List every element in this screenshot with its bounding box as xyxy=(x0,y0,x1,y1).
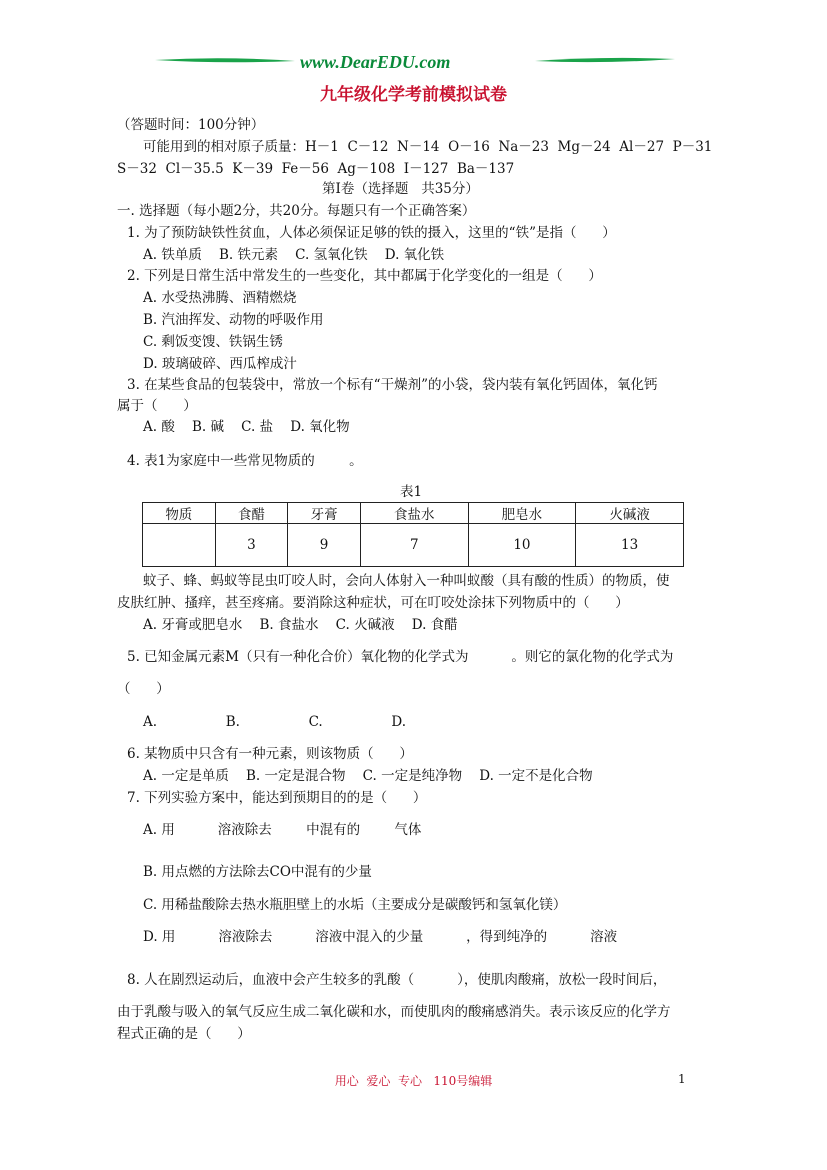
question-4-stem: 4. 表1为家庭中一些常见物质的 。 xyxy=(127,453,363,469)
table-cell xyxy=(143,524,216,567)
question-1-stem: 1. 为了预防缺铁性贫血，人体必须保证足够的铁的摄入，这里的“铁”是指（ ） xyxy=(127,225,616,241)
question-1-options: A. 铁单质 B. 铁元素 C. 氢氧化铁 D. 氧化铁 xyxy=(143,247,445,263)
exam-time: （答题时间：100分钟） xyxy=(117,117,265,133)
question-2-option-b: B. 汽油挥发、动物的呼吸作用 xyxy=(143,312,324,328)
question-8-line-1: 8. 人在剧烈运动后，血液中会产生较多的乳酸（ ），使肌肉酸痛，放松一段时间后， xyxy=(127,972,667,988)
question-4-text-line-1: 蚊子、蜂、蚂蚁等昆虫叮咬人时，会向人体射入一种叫蚁酸（具有酸的性质）的物质，使 xyxy=(143,573,670,589)
page-title: 九年级化学考前模拟试卷 xyxy=(320,85,507,105)
question-3-stem-line-1: 3. 在某些食品的包装袋中，常放一个标有“干燥剂”的小袋，袋内装有氧化钙固体，氧化钙 xyxy=(127,377,658,393)
page-number: 1 xyxy=(678,1072,686,1086)
table-header-cell: 食醋 xyxy=(215,503,288,524)
atomic-mass-line-2: S－32 Cl－35.5 K－39 Fe－56 Ag－108 I－127 Ba－137 xyxy=(117,161,515,177)
site-logo-text: www.DearEDU.com xyxy=(300,52,451,72)
question-7-option-c: C. 用稀盐酸除去热水瓶胆壁上的水垢（主要成分是碳酸钙和氢氧化镁） xyxy=(143,897,567,913)
table-row xyxy=(143,524,684,567)
ph-table xyxy=(142,502,684,567)
question-2-stem: 2. 下列是日常生活中常发生的一些变化，其中都属于化学变化的一组是（ ） xyxy=(127,268,602,284)
table-header-cell: 牙膏 xyxy=(288,503,361,524)
table-header-row xyxy=(143,503,684,524)
question-3-stem-line-2: 属于（ ） xyxy=(117,398,197,414)
table-cell: 13 xyxy=(576,524,684,567)
question-4-text-line-2: 皮肤红肿、搔痒，甚至疼痛。要消除这种症状，可在叮咬处涂抹下列物质中的（ ） xyxy=(117,595,629,611)
question-5-options: A. B. C. D. xyxy=(143,714,407,730)
question-8-line-2: 由于乳酸与吸入的氧气反应生成二氧化碳和水，而使肌肉的酸痛感消失。表示该反应的化学方 xyxy=(117,1004,671,1020)
question-8-line-3: 程式正确的是（ ） xyxy=(117,1026,251,1042)
question-2-option-c: C. 剩饭变馊、铁锅生锈 xyxy=(143,334,283,350)
table-cell: 7 xyxy=(360,524,468,567)
question-7-option-b: B. 用点燃的方法除去CO中混有的少量 xyxy=(143,864,372,880)
question-7-stem: 7. 下列实验方案中，能达到预期目的的是（ ） xyxy=(127,790,427,806)
question-7-option-d: D. 用 溶液除去 溶液中混入的少量 ，得到纯净的 溶液 xyxy=(143,929,618,945)
question-7-option-a: A. 用 溶液除去 中混有的 气体 xyxy=(143,822,422,838)
question-5-stem-line-1: 5. 已知金属元素M（只有一种化合价）氧化物的化学式为 。则它的氯化物的化学式为 xyxy=(127,649,674,665)
table-cell: 9 xyxy=(288,524,361,567)
table-header-cell: 食盐水 xyxy=(360,503,468,524)
question-6-stem: 6. 某物质中只含有一种元素，则该物质（ ） xyxy=(127,746,413,762)
table-header-cell: 火碱液 xyxy=(576,503,684,524)
table-header-cell: 肥皂水 xyxy=(468,503,576,524)
question-2-option-a: A. 水受热沸腾、酒精燃烧 xyxy=(143,290,297,306)
question-2-option-d: D. 玻璃破碎、西瓜榨成汁 xyxy=(143,356,297,372)
part-heading: 第Ⅰ卷（选择题 共35分） xyxy=(322,181,479,197)
section-heading: 一. 选择题（每小题2分，共20分。每题只有一个正确答案） xyxy=(117,203,476,219)
question-3-options: A. 酸 B. 碱 C. 盐 D. 氧化物 xyxy=(143,419,350,435)
table-caption: 表1 xyxy=(400,484,423,500)
footer-text: 用心 爱心 专心 110号编辑 xyxy=(334,1074,493,1088)
question-5-stem-line-2: （ ） xyxy=(117,681,170,697)
atomic-mass-line-1: 可能用到的相对原子质量：H－1 C－12 N－14 O－16 Na－23 Mg－24 Al－27 P－31 xyxy=(143,139,713,155)
table-header-cell: 物质 xyxy=(143,503,216,524)
question-6-options: A. 一定是单质 B. 一定是混合物 C. 一定是纯净物 D. 一定不是化合物 xyxy=(143,768,593,784)
table-cell: 3 xyxy=(215,524,288,567)
table-cell: 10 xyxy=(468,524,576,567)
question-4-options: A. 牙膏或肥皂水 B. 食盐水 C. 火碱液 D. 食醋 xyxy=(143,617,458,633)
